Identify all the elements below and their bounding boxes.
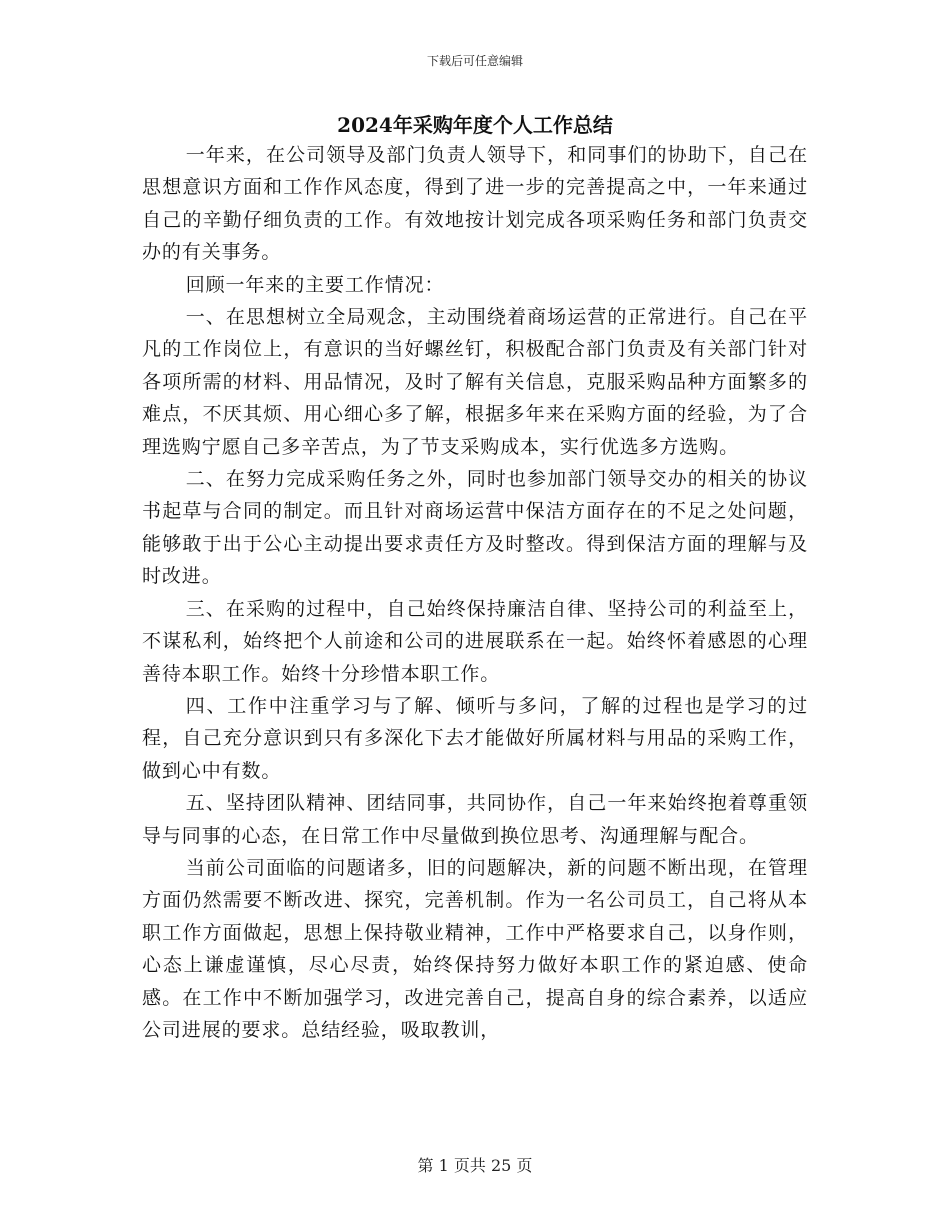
document-body [142,139,808,1046]
paragraph-item-2: 二、在努力完成采购任务之外，同时也参加部门领导交办的相关的协议书起草与合同的制定。而且针对商场运营中保洁方面存在的不足之处问题，能够敢于出于公心主动提出要求责任方及时整改。得到保洁方面的理解与及时改进。 [142,468,808,588]
paragraph-item-3: 三、在采购的过程中，自己始终保持廉洁自律、坚持公司的利益至上，不谋私利，始终把个人前途和公司的进展联系在一起。始终怀着感恩的心理善待本职工作。始终十分珍惜本职工作。 [142,597,808,685]
paragraph-item-5: 五、坚持团队精神、团结同事，共同协作，自己一年来始终抱着尊重领导与同事的心态，在日常工作中尽量做到换位思考、沟通理解与配合。 [142,792,808,847]
paragraph-item-4: 四、工作中注重学习与了解、倾听与多问，了解的过程也是学习的过程，自己充分意识到只有多深化下去才能做好所属材料与用品的采购工作，做到心中有数。 [142,694,808,782]
paragraph-review-heading: 回顾一年来的主要工作情况： [185,273,445,296]
document-title: 2024年采购年度个人工作总结 [337,113,613,137]
paragraph-item-1: 一、在思想树立全局观念，主动围绕着商场运营的正常进行。自己在平凡的工作岗位上，有意识的当好螺丝钉，积极配合部门负责及有关部门针对各项所需的材料、用品情况，及时了解有关信息，克服采购品种方面繁多的难点，不厌其烦、用心细心多了解，根据多年来在采购方面的经验，为了合理选购宁愿自己多辛苦点，为了节支采购成本，实行优选多方选购。 [142,306,808,458]
paragraph-outlook: 当前公司面临的问题诸多，旧的问题解决，新的问题不断出现，在管理方面仍然需要不断改进、探究，完善机制。作为一名公司员工，自己将从本职工作方面做起，思想上保持敬业精神，工作中严格要求自己，以身作则，心态上谦虚谨慎，尽心尽责，始终保持努力做好本职工作的紧迫感、使命感。在工作中不断加强学习，改进完善自己，提高自身的综合素养，以适应公司进展的要求。总结经验，吸取教训， [142,856,808,1041]
paragraph-intro: 一年来，在公司领导及部门负责人领导下，和同事们的协助下，自己在思想意识方面和工作作风态度，得到了进一步的完善提高之中，一年来通过自己的辛勤仔细负责的工作。有效地按计划完成各项采购任务和部门负责交办的有关事务。 [142,144,808,264]
page-number: 第 1 页共 25 页 [417,1156,533,1175]
page-header-note: 下载后可任意编辑 [426,54,523,68]
